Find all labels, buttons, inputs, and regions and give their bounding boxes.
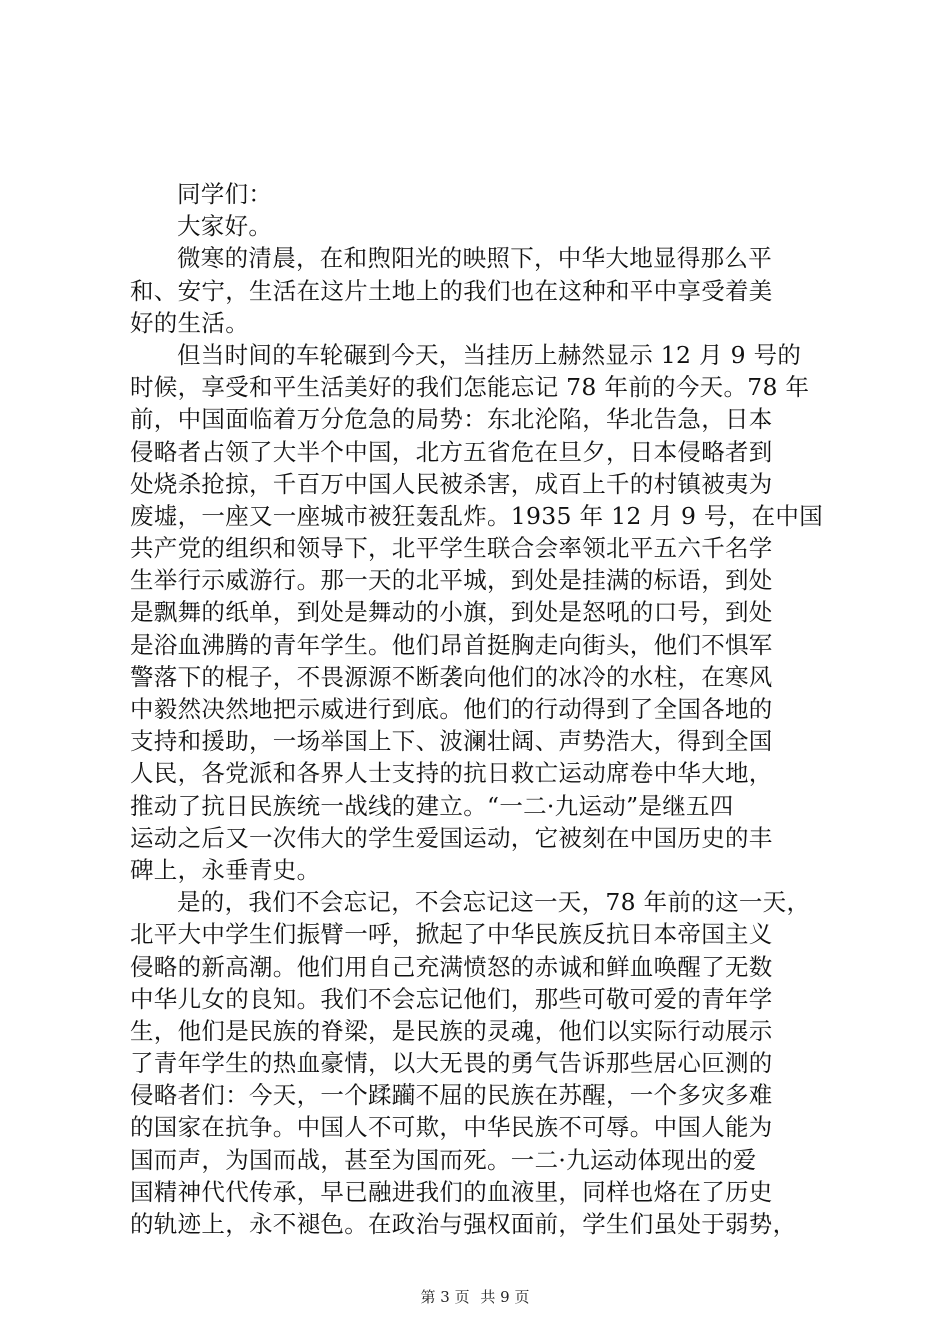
paragraph-3-line: 中华儿女的良知。我们不会忘记他们，那些可敬可爱的青年学 [130, 984, 773, 1013]
paragraph-2-line: 侵略者占领了大半个中国，北方五省危在旦夕，日本侵略者到 [130, 437, 773, 466]
paragraph-2-line: 中毅然决然地把示威进行到底。他们的行动得到了全国各地的 [130, 695, 773, 723]
paragraph-1-line: 和、安宁，生活在这片土地上的我们也在这种和平中享受着美 [130, 276, 773, 305]
paragraph-3-line: 生，他们是民族的脊梁，是民族的灵魂，他们以实际行动展示 [130, 1016, 773, 1045]
paragraph-3-line: 的国家在抗争。中国人不可欺，中华民族不可辱。中国人能为 [130, 1113, 773, 1142]
paragraph-2-line: 生举行示威游行。那一天的北平城，到处是挂满的标语，到处 [130, 566, 773, 595]
paragraph-2-line: 推动了抗日民族统一战线的建立。“一二·九运动”是继五四 [130, 791, 734, 820]
paragraph-2-line: 运动之后又一次伟大的学生爱国运动，它被刻在中国历史的丰 [130, 823, 773, 852]
page-total: 共 9 页 [480, 1288, 530, 1306]
paragraph-2-line: 是浴血沸腾的青年学生。他们昂首挺胸走向街头，他们不惧军 [130, 630, 773, 659]
paragraph-2-line: 是飘舞的纸单，到处是舞动的小旗，到处是怒吼的口号，到处 [130, 598, 773, 627]
paragraph-2-line: 人民，各党派和各界人士支持的抗日救亡运动席卷中华大地， [130, 759, 773, 788]
paragraph-3-line: 侵略者们：今天，一个蹂躏不屈的民族在苏醒，一个多灾多难 [130, 1081, 773, 1110]
paragraph-1-line: 微寒的清晨，在和煦阳光的映照下，中华大地显得那么平 [177, 244, 772, 273]
paragraph-3-line: 侵略的新高潮。他们用自己充满愤怒的赤诚和鲜血唤醒了无数 [130, 952, 773, 981]
page-footer [0, 1287, 950, 1307]
paragraph-2-line: 处烧杀抢掠，千百万中国人民被杀害，成百上千的村镇被夷为 [130, 469, 773, 498]
paragraph-3-line: 国而声，为国而战，甚至为国而死。一二·九运动体现出的爱 [130, 1145, 757, 1174]
salutation-line: 同学们： [177, 180, 273, 208]
page-number: 第 3 页 [420, 1288, 470, 1306]
paragraph-3-line: 是的，我们不会忘记，不会忘记这一天，78 年前的这一天， [177, 888, 811, 917]
paragraph-2-line: 碑上，永垂青史。 [130, 855, 321, 884]
paragraph-3-line: 国精神代代传承，早已融进我们的血液里，同样也烙在了历史 [130, 1177, 773, 1206]
paragraph-2-line: 共产党的组织和领导下，北平学生联合会率领北平五六千名学 [130, 534, 773, 563]
paragraph-2-line: 支持和援助，一场举国上下、波澜壮阔、声势浩大，得到全国 [130, 727, 773, 756]
paragraph-3-line: 了青年学生的热血豪情，以大无畏的勇气告诉那些居心叵测的 [130, 1049, 773, 1078]
paragraph-2-line: 前，中国面临着万分危急的局势：东北沦陷，华北告急，日本 [130, 405, 773, 434]
paragraph-3-line: 北平大中学生们振臂一呼，掀起了中华民族反抗日本帝国主义 [130, 920, 773, 949]
paragraph-2-line: 警落下的棍子，不畏源源不断袭向他们的冰冷的水柱，在寒风 [130, 662, 773, 691]
paragraph-1-line: 好的生活。 [130, 308, 249, 337]
paragraph-2-line: 废墟，一座又一座城市被狂轰乱炸。1935 年 12 月 9 号，在中国 [130, 501, 824, 530]
document-body [130, 178, 830, 1240]
paragraph-2-line: 但当时间的车轮碾到今天，当挂历上赫然显示 12 月 9 号的 [177, 340, 802, 369]
paragraph-3-line: 的轨迹上，永不褪色。在政治与强权面前，学生们虽处于弱势， [130, 1210, 797, 1238]
greeting-line: 大家好。 [177, 212, 273, 241]
paragraph-2-line: 时候，享受和平生活美好的我们怎能忘记 78 年前的今天。78 年 [130, 373, 810, 402]
